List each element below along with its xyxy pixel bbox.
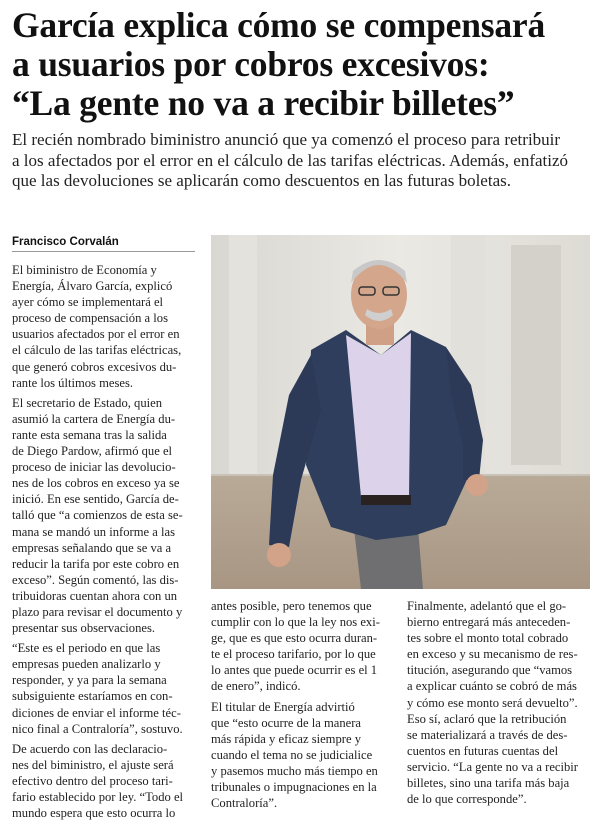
paragraph [211, 598, 394, 695]
text-line: empresas pueden analizarlo y [12, 657, 161, 672]
paragraph [12, 741, 200, 821]
text-line: cumplir con lo que la ley nos exi- [211, 615, 380, 630]
paragraph [12, 395, 200, 636]
text-line: “Este es el periodo en que las [12, 641, 161, 656]
text-line: El secretario de Estado, quien [12, 395, 163, 410]
text-line: y cómo ese monto será devuelto”. [407, 695, 578, 710]
text-line: tribunales o impugnaciones en la [211, 780, 377, 795]
text-line: fario establecido por ley. “Todo el [12, 790, 184, 804]
text-line: de enero”, indicó. [211, 679, 301, 694]
text-line: plazo para revisar el documento y [12, 604, 183, 619]
text-line: billetes, sino una tarifa más baja [407, 776, 570, 791]
byline: Francisco Corvalán [12, 236, 195, 252]
text-line: más rápida y eficaz siempre y [211, 731, 362, 746]
headline-line: a usuarios por cobros excesivos: [12, 44, 490, 84]
text-line: se materializará a través de des- [407, 727, 568, 742]
paragraph [12, 262, 200, 391]
deck-line: que las devoluciones se aplicarán como descuentos en las futuras boletas. [12, 171, 511, 190]
text-line: exceso”. Según comentó, las dis- [12, 572, 179, 587]
text-line: antes posible, pero tenemos que [211, 599, 372, 613]
text-line: Contraloría”. [211, 796, 278, 811]
headline-line: “La gente no va a recibir billetes” [12, 83, 515, 123]
headline-line: García explica cómo se compensará [12, 5, 546, 45]
text-line: diciones de enviar el informe téc- [12, 705, 181, 720]
text-line: bierno entregará más anteceden- [407, 615, 571, 630]
text-line: de Diego Pardow, afirmó que el [12, 444, 173, 459]
text-line: a explicar cuánto se cobró de más [407, 679, 577, 694]
deck-line: El recién nombrado biministro anunció que ya comenzó el proceso para retribuir [12, 130, 561, 149]
text-line: tribuidoras cuentan ahora con un [12, 588, 178, 603]
text-line: proceso de iniciar las devolucio- [12, 460, 176, 475]
photo-illustration [211, 235, 590, 589]
text-line: inició. En ese sentido, García de- [12, 492, 179, 507]
photo [211, 235, 590, 589]
body-column-1 [12, 262, 200, 825]
text-line: ge, que es que esto ocurra duran- [211, 631, 378, 646]
text-line: nes de los cobros en exceso ya se [12, 476, 180, 491]
text-line: servicio. “La gente no va a recibir [407, 759, 578, 774]
text-line: el cálculo de las tarifas eléctricas, [12, 343, 182, 358]
text-line: rante los últimos meses. [12, 375, 134, 390]
text-line: Energía, Álvaro García, explicó [12, 279, 173, 294]
text-line: efectivo dentro del proceso tari- [12, 773, 173, 788]
text-line: que “esto ocurre de la manera [211, 715, 361, 730]
text-line: Eso sí, aclaró que la retribución [407, 711, 567, 726]
text-line: de lo que corresponde”. [407, 792, 527, 807]
text-line: ayer cómo se implementará el [12, 295, 164, 310]
deck [12, 130, 600, 192]
text-line: usuarios afectados por el error en [12, 327, 180, 342]
text-line: cuentos en futuras cuentas del [407, 743, 559, 758]
headline [12, 6, 594, 123]
body-column-3 [407, 598, 595, 811]
text-line: cuando el tema no se judicialice [211, 747, 373, 762]
deck-line: a los afectados por el error en el cálculo de las tarifas eléctricas. Además, enfatizó [12, 150, 569, 170]
text-line: reducir la tarifa por este cobro en [12, 556, 180, 571]
text-line: talló que “a comienzos de esta se- [12, 508, 183, 523]
text-line: te el proceso tarifario, por lo que [211, 647, 376, 662]
text-line: proceso de compensación a los [12, 311, 168, 326]
body-column-2 [211, 598, 394, 815]
text-line: que generó cobros excesivos du- [12, 359, 177, 374]
text-line: De acuerdo con las declaracio- [12, 741, 168, 756]
text-line: empresas señalando que se va a [12, 540, 172, 555]
text-line: subsiguiente estaríamos en con- [12, 689, 173, 704]
text-line: El titular de Energía advirtió [211, 699, 355, 714]
text-line: lo antes que puede ocurrir es el 1 [211, 663, 378, 678]
text-line: asumió la cartera de Energía du- [12, 411, 176, 426]
paragraph [211, 699, 394, 812]
text-line: mundo espera que esto ocurra lo [12, 806, 176, 821]
paragraph [12, 640, 200, 737]
text-line: nes del biministro, el ajuste será [12, 757, 174, 772]
text-line: responder, y ya para la semana [12, 673, 167, 688]
text-line: y pasemos mucho más tiempo en [211, 763, 378, 778]
text-line: Finalmente, adelantó que el go- [407, 599, 567, 613]
text-line: mana se mandó un informe a las [12, 524, 175, 539]
text-line: presentar sus observaciones. [12, 621, 156, 636]
text-line: tes sobre el monto total cobrado [407, 631, 569, 646]
paragraph [407, 598, 595, 807]
text-line: El biministro de Economía y [12, 263, 157, 277]
text-line: en exceso y su mecanismo de res- [407, 647, 578, 662]
text-line: nico final a Contraloría”, sostuvo. [12, 721, 183, 736]
text-line: titución, asegurando que “vamos [407, 663, 573, 678]
text-line: rante esta semana tras la salida [12, 427, 167, 442]
